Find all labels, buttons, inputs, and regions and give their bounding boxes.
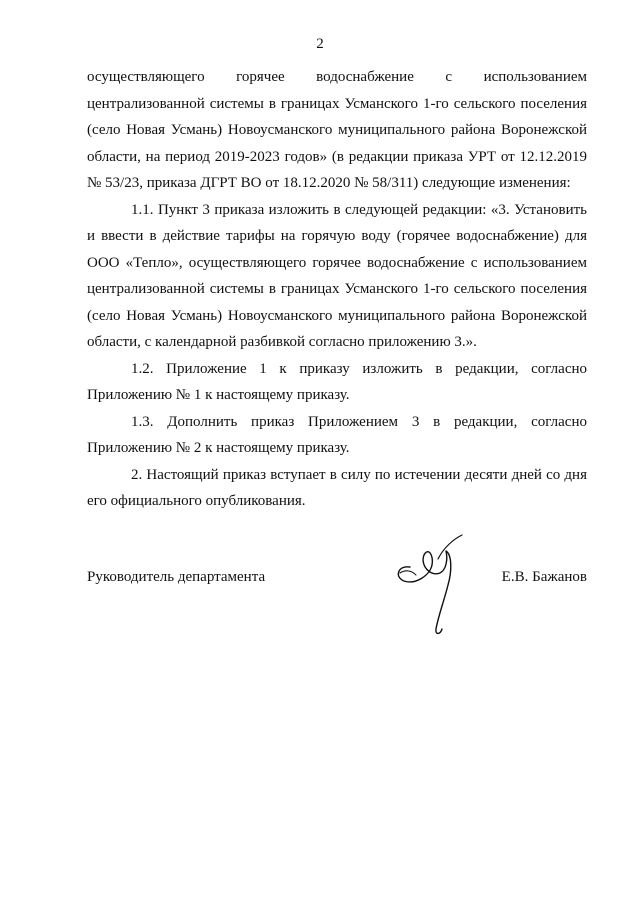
signatory-title: Руководитель департамента — [87, 569, 266, 585]
document-body — [87, 64, 587, 515]
paragraph-item-1-3: 1.3. Дополнить приказ Приложением 3 в редакции, согласно Приложению № 2 к настоящему приказу. — [87, 413, 587, 456]
page-number: 2 — [316, 36, 324, 52]
paragraph-item-1-1: 1.1. Пункт 3 приказа изложить в следующей редакции: «3. Установить и ввести в действие тарифы на горячую воду (горячее водоснабжение) для ООО «Тепло», осуществляющего горячее водоснабжение с использованием централизованной системы в границах Усманского 1-го сельского поселения (село Новая Усмань) Новоусманского муниципального района Воронежской области, с календарной разбивкой согласно приложению 3.». — [87, 201, 587, 350]
paragraph-continuation: осуществляющего горячее водоснабжение с использованием централизованной системы в границах Усманского 1-го сельского поселения (село Новая Усмань) Новоусманского муниципального района Воронежской области, на период 2019-2023 годов» (в редакции приказа УРТ от 12.12.2019 № 53/23, приказа ДГРТ ВО от 18.12.2020 № 58/311) следующие изменения: — [87, 69, 587, 191]
signatory-name: Е.В. Бажанов — [501, 569, 587, 585]
paragraph-item-2: 2. Настоящий приказ вступает в силу по истечении десяти дней со дня его официального опубликования. — [87, 466, 587, 509]
handwritten-signature — [390, 525, 470, 640]
paragraph-item-1-2: 1.2. Приложение 1 к приказу изложить в редакции, согласно Приложению № 1 к настоящему приказу. — [87, 360, 587, 403]
